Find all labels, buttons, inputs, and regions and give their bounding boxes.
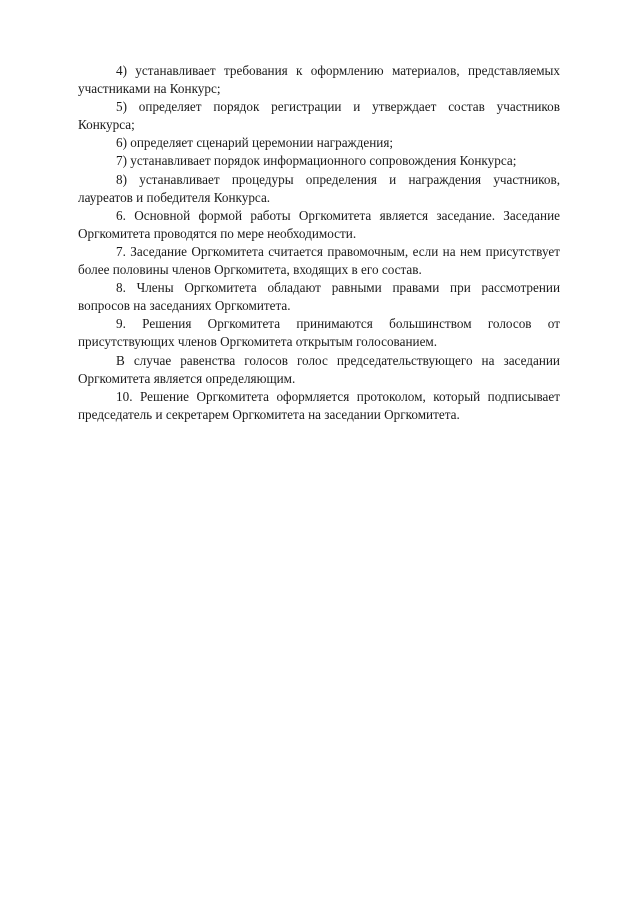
document-page bbox=[78, 62, 560, 424]
paragraph-item-6: 6) определяет сценарий церемонии награждения; bbox=[116, 135, 394, 151]
paragraph-item-4: 4) устанавливает требования к оформлению материалов, представляемых участниками на Конкурс; bbox=[78, 63, 560, 97]
paragraph-clause-10: 10. Решение Оргкомитета оформляется протоколом, который подписывает председатель и секретарем Оргкомитета на заседании Оргкомитета. bbox=[78, 388, 560, 422]
paragraph-clause-8: 8. Члены Оргкомитета обладают равными правами при рассмотрении вопросов на заседаниях Оргкомитета. bbox=[78, 280, 560, 314]
paragraph-clause-7: 7. Заседание Оргкомитета считается правомочным, если на нем присутствует более половины членов Оргкомитета, входящих в его состав. bbox=[78, 243, 560, 278]
paragraph-clause-9: 9. Решения Оргкомитета принимаются большинством голосов от присутствующих членов Оргкомитета открытым голосованием. bbox=[78, 316, 560, 350]
paragraph-item-5: 5) определяет порядок регистрации и утверждает состав участников Конкурса; bbox=[78, 99, 560, 133]
paragraph-tie-vote: В случае равенства голосов голос председательствующего на заседании Оргкомитета является определяющим. bbox=[78, 352, 560, 386]
paragraph-clause-6: 6. Основной формой работы Оргкомитета является заседание. Заседание Оргкомитета проводятся по мере необходимости. bbox=[78, 207, 560, 241]
paragraph-item-8: 8) устанавливает процедуры определения и награждения участников, лауреатов и победителя Конкурса. bbox=[78, 171, 560, 205]
paragraph-item-7: 7) устанавливает порядок информационного сопровождения Конкурса; bbox=[116, 153, 517, 169]
